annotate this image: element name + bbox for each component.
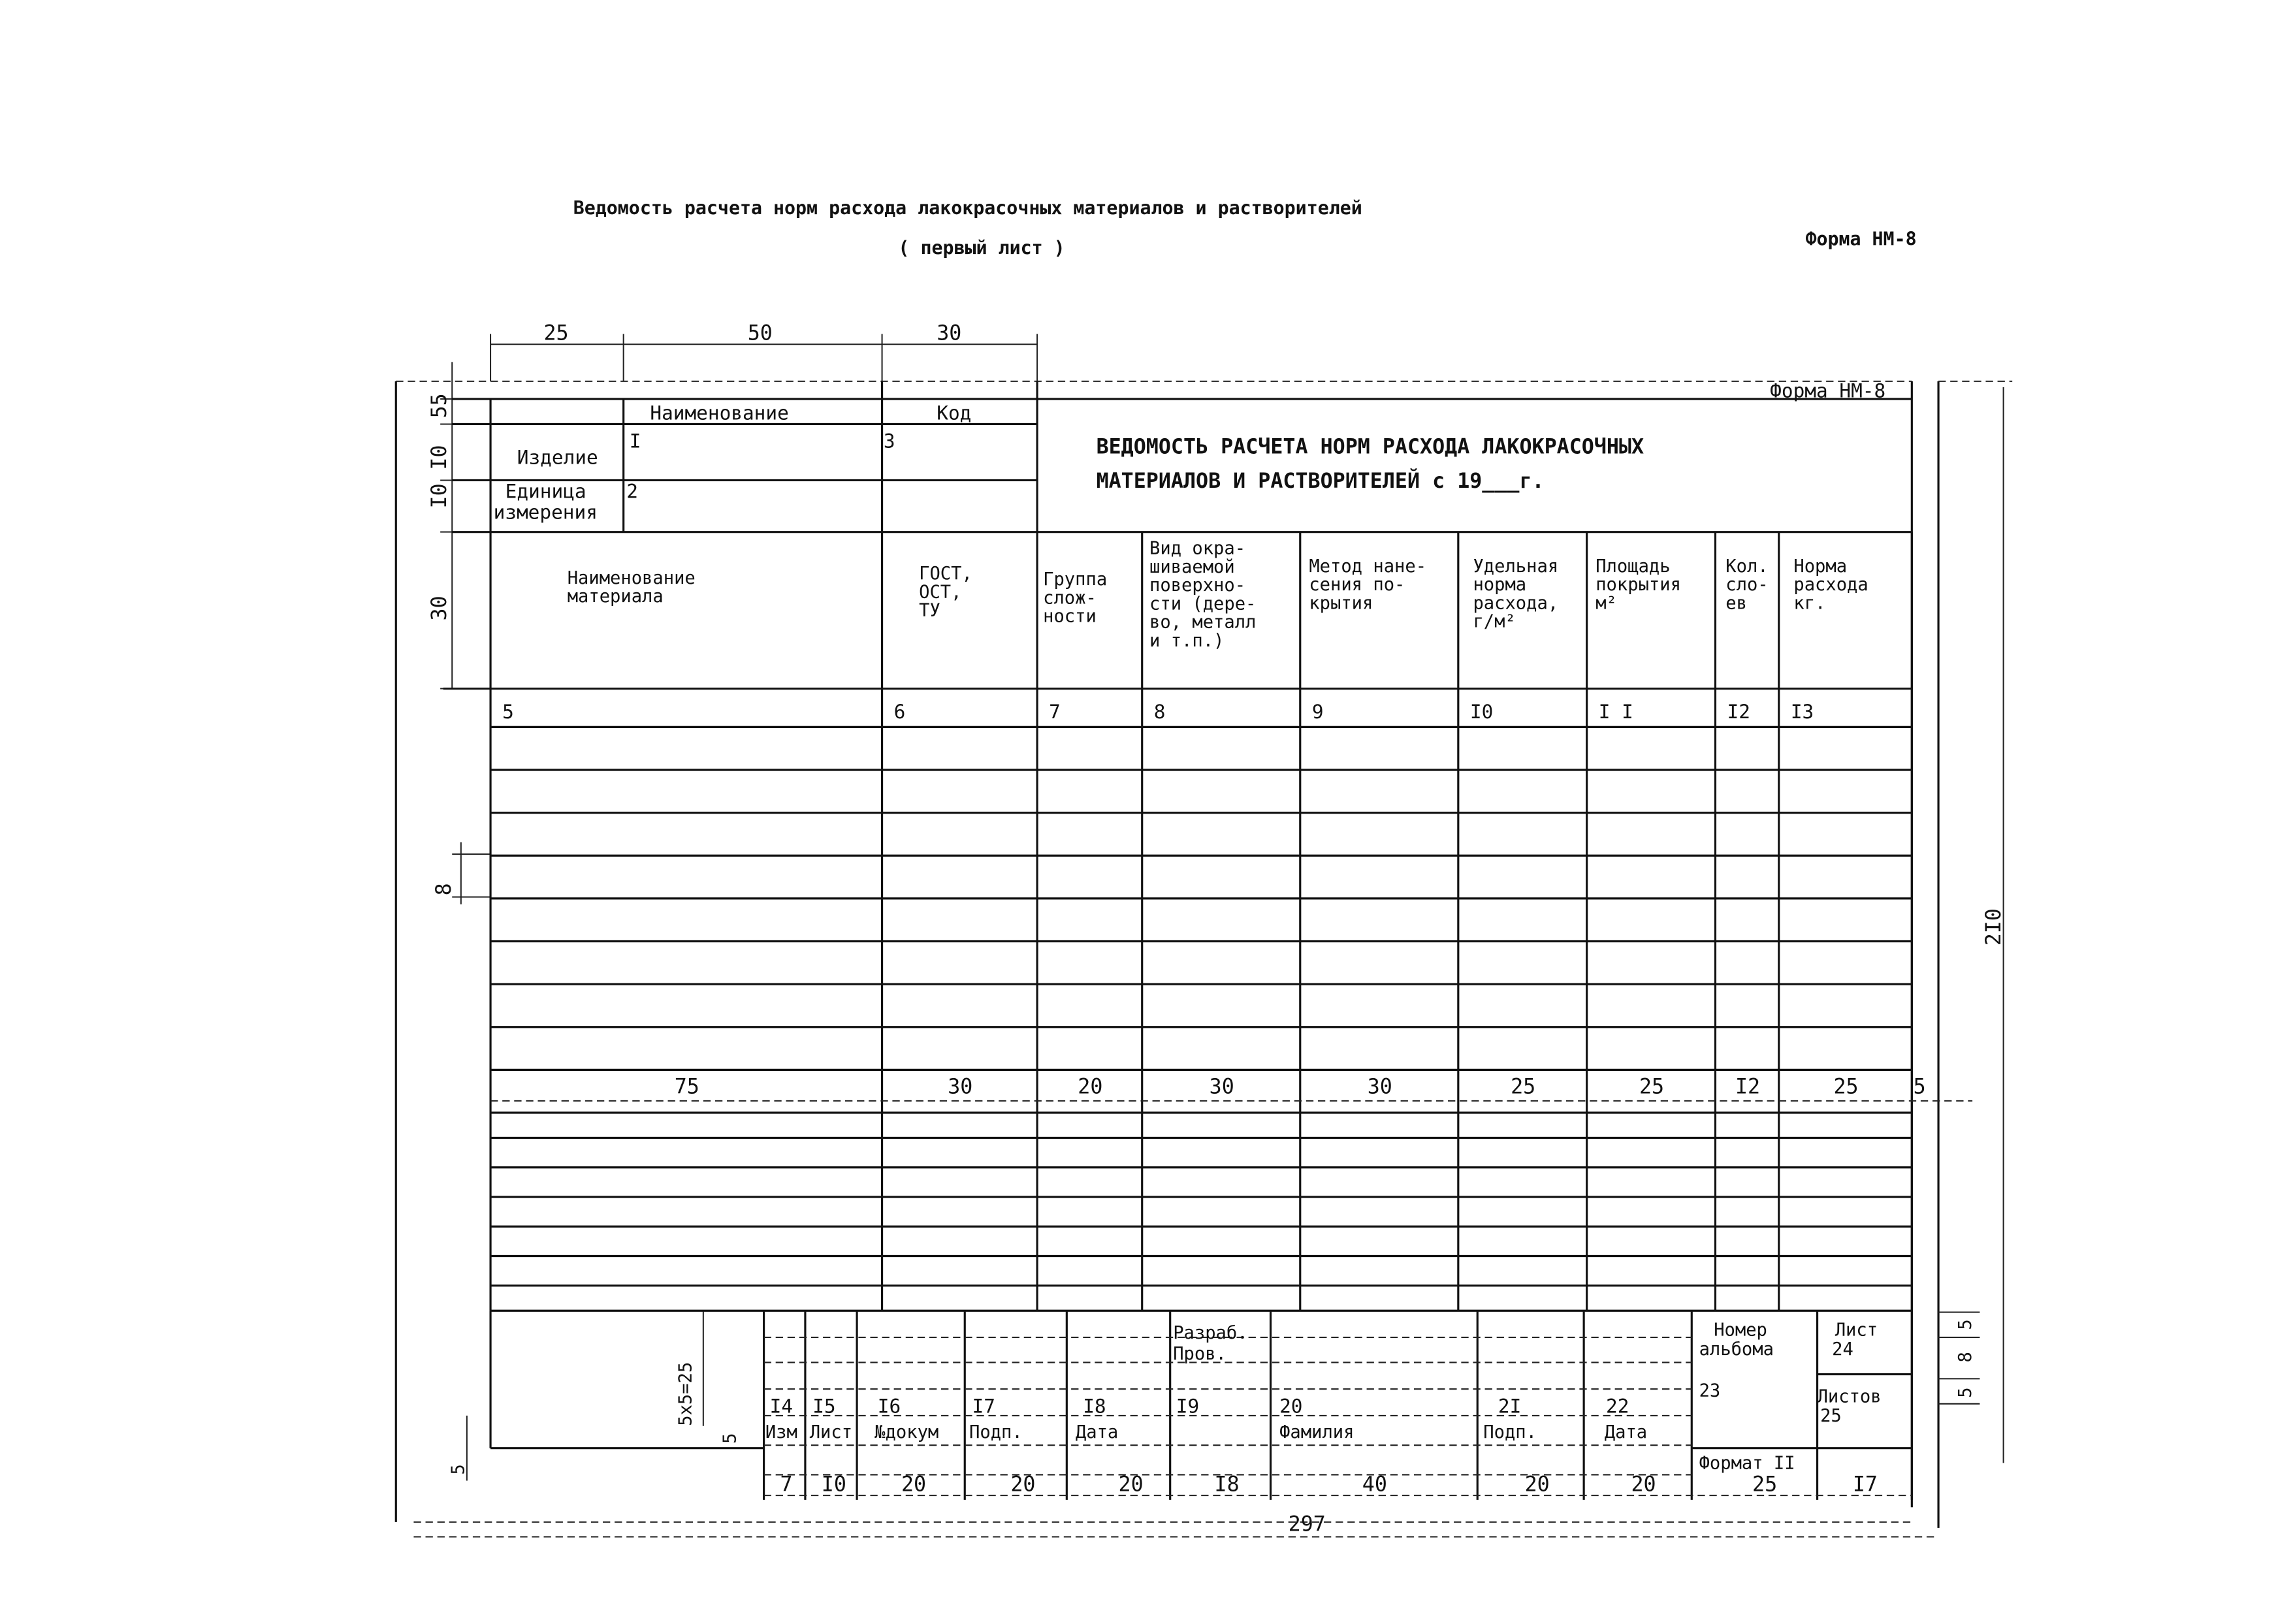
stamp-dim-2: I0: [821, 1473, 846, 1497]
column-width-8: I2: [1735, 1075, 1761, 1099]
form-title-line-1: ВЕДОМОСТЬ РАСЧЕТА НОРМ РАСХОДА ЛАКОКРАСОЧНЫХ: [1096, 435, 1644, 459]
column-width-5: 30: [1367, 1075, 1392, 1099]
stamp-number-7: 20: [1279, 1395, 1303, 1418]
dim-left-10a: I0: [428, 445, 452, 470]
column-header-6-line-1: Удельная: [1473, 556, 1559, 577]
stamp-data: Дата: [1604, 1422, 1648, 1442]
row-unit-label-1: Единица: [505, 480, 586, 503]
stamp-number-3: I6: [877, 1395, 901, 1418]
stamp-dim-1: 7: [780, 1473, 793, 1497]
column-header-3-line-1: Группа: [1043, 569, 1108, 590]
dim-right-5b: 5: [1955, 1387, 1976, 1398]
dim-stamp-5: 5: [720, 1433, 741, 1444]
dim-left-8: 8: [432, 883, 456, 896]
stamp-dim-7: 40: [1362, 1473, 1387, 1497]
stamp-familia: Фамилия: [1279, 1422, 1355, 1442]
column-header-8-line-2: сло-: [1725, 575, 1769, 596]
stamp-format: Формат II: [1699, 1453, 1795, 1474]
stamp-label-2: Лист: [809, 1422, 853, 1442]
cell-num-2: 2: [626, 480, 638, 503]
column-header-9-line-1: Норма: [1793, 556, 1848, 577]
column-header-4-line-4: сти (дере-: [1149, 594, 1257, 614]
column-header-5-line-1: Метод нане-: [1309, 556, 1427, 577]
stamp-number-2: I5: [812, 1395, 836, 1418]
document-subtitle: ( первый лист ): [898, 237, 1065, 259]
column-header-7-line-2: покрытия: [1595, 575, 1681, 596]
column-header-4-line-1: Вид окра-: [1149, 538, 1246, 559]
dim-right-5a: 5: [1955, 1319, 1976, 1330]
form-label: Форма НМ-8: [1805, 228, 1917, 250]
document-title: Ведомость расчета норм расхода лакокрасочных материалов и растворителей: [573, 197, 1362, 219]
column-header-8-line-1: Кол.: [1725, 556, 1769, 577]
stamp-podp: Подп.: [1483, 1422, 1537, 1442]
column-header-5-line-3: крытия: [1309, 593, 1373, 614]
stamp-number-4: I7: [972, 1395, 995, 1418]
dim-stamp-5x5: 5x5=25: [675, 1361, 696, 1426]
dim-top-25: 25: [543, 321, 569, 345]
dim-top-30: 30: [937, 321, 962, 345]
stamp-label-1: Изм: [765, 1422, 797, 1442]
column-header-6-line-3: расхода,: [1473, 593, 1559, 614]
form-title-line-2: МАТЕРИАЛОВ И РАСТВОРИТЕЛЕЙ с 19___г.: [1096, 469, 1545, 493]
cell-num-3: 3: [883, 430, 895, 453]
stamp-label-4: Подп.: [969, 1422, 1023, 1442]
stamp-dim-6: I8: [1214, 1473, 1240, 1497]
stamp-listov-num: 25: [1820, 1405, 1842, 1426]
column-header-9-line-2: расхода: [1793, 575, 1868, 596]
stamp-album-1: Номер: [1714, 1320, 1767, 1341]
dim-right-8: 8: [1955, 1352, 1976, 1363]
column-number-4: 8: [1153, 700, 1166, 723]
column-header-4-line-2: шиваемой: [1149, 556, 1235, 577]
materials-table-header: [568, 539, 1868, 651]
column-width-2: 30: [948, 1075, 973, 1099]
column-header-1-line-1: Наименование: [567, 567, 696, 588]
column-number-7: I I: [1598, 700, 1633, 723]
column-header-4-line-6: и т.п.): [1149, 631, 1225, 652]
materials-table-column-numbers: [502, 701, 1814, 723]
column-header-6-line-2: норма: [1473, 575, 1527, 596]
stamp-label-5: Дата: [1075, 1422, 1119, 1442]
column-width-3: 20: [1078, 1075, 1103, 1099]
stamp-dim-10: 25: [1752, 1473, 1778, 1497]
stamp-dim-5: 20: [1118, 1473, 1144, 1497]
top-dimensions: [490, 321, 1037, 381]
column-header-1-line-2: материала: [567, 586, 664, 607]
column-width-dimensions: [490, 1075, 1972, 1101]
stamp-list: Лист: [1835, 1320, 1878, 1341]
stamp-number-1: I4: [769, 1395, 794, 1418]
column-header-9-line-3: кг.: [1793, 593, 1826, 614]
stamp-number-6: I9: [1176, 1395, 1200, 1418]
column-width-9: 25: [1833, 1075, 1859, 1099]
column-header-6-line-4: г/м²: [1473, 611, 1516, 632]
column-header-4-line-3: поверхно-: [1149, 575, 1246, 596]
row-product-label: Изделие: [517, 446, 598, 469]
dim-width-297: 297: [1288, 1512, 1326, 1536]
column-width-1: 75: [674, 1075, 699, 1099]
stamp-dim-11: I7: [1852, 1473, 1878, 1497]
column-number-6: I0: [1469, 700, 1494, 723]
column-header-5-line-2: сения по-: [1309, 575, 1405, 596]
stamp-dim-3: 20: [901, 1473, 927, 1497]
column-width-4: 30: [1209, 1075, 1234, 1099]
column-header-7-line-3: м²: [1595, 593, 1617, 614]
dim-top-50: 50: [747, 321, 773, 345]
left-dimensions: [428, 362, 740, 1480]
stamp-listov: Листов: [1817, 1386, 1882, 1407]
stamp-dim-9: 20: [1631, 1473, 1656, 1497]
column-number-8: I2: [1727, 700, 1750, 723]
column-number-1: 5: [502, 700, 514, 723]
stamp-dim-8: 20: [1524, 1473, 1550, 1497]
stamp-prov: Пров.: [1173, 1343, 1227, 1364]
column-header-2-line-2: ОСТ,: [919, 582, 962, 603]
stamp-number-9: 22: [1606, 1395, 1629, 1418]
column-number-3: 7: [1049, 700, 1061, 723]
column-number-9: I3: [1790, 700, 1814, 723]
column-header-3-line-2: слож-: [1043, 588, 1097, 609]
stamp-number-8: 2I: [1498, 1395, 1522, 1418]
cell-num-1: I: [629, 430, 641, 453]
header-name: Наименование: [650, 402, 789, 424]
stamp-album-num: 23: [1699, 1380, 1721, 1401]
column-width-10: 5: [1913, 1075, 1926, 1099]
column-number-5: 9: [1311, 700, 1324, 723]
dim-left-55: 55: [428, 393, 452, 419]
dim-left-30: 30: [428, 596, 452, 621]
corner-form-label: Форма НМ-8: [1770, 379, 1886, 402]
dim-height-210: 2I0: [1982, 908, 2006, 946]
column-header-2-line-3: ТУ: [919, 600, 940, 621]
stamp-dim-4: 20: [1010, 1473, 1036, 1497]
header-code: Код: [937, 402, 972, 424]
column-header-8-line-3: ев: [1725, 593, 1747, 614]
column-header-7-line-1: Площадь: [1595, 556, 1671, 577]
column-number-2: 6: [893, 700, 906, 723]
stamp-list-num: 24: [1832, 1339, 1853, 1360]
dim-bottom-left-5: 5: [448, 1464, 469, 1475]
column-width-7: 25: [1639, 1075, 1665, 1099]
stamp-number-5: I8: [1083, 1395, 1106, 1418]
stamp-label-3: №докум: [874, 1422, 939, 1442]
column-header-2-line-1: ГОСТ,: [919, 564, 972, 584]
right-dimensions: [1938, 387, 2006, 1463]
column-header-4-line-5: во, металл: [1149, 612, 1257, 633]
column-header-3-line-3: ности: [1043, 606, 1097, 627]
column-width-6: 25: [1511, 1075, 1536, 1099]
stamp-razrab: Разраб.: [1173, 1323, 1248, 1344]
dim-left-10b: I0: [428, 483, 452, 509]
row-unit-label-2: измерения: [493, 501, 598, 524]
stamp-album-2: альбома: [1699, 1339, 1774, 1360]
